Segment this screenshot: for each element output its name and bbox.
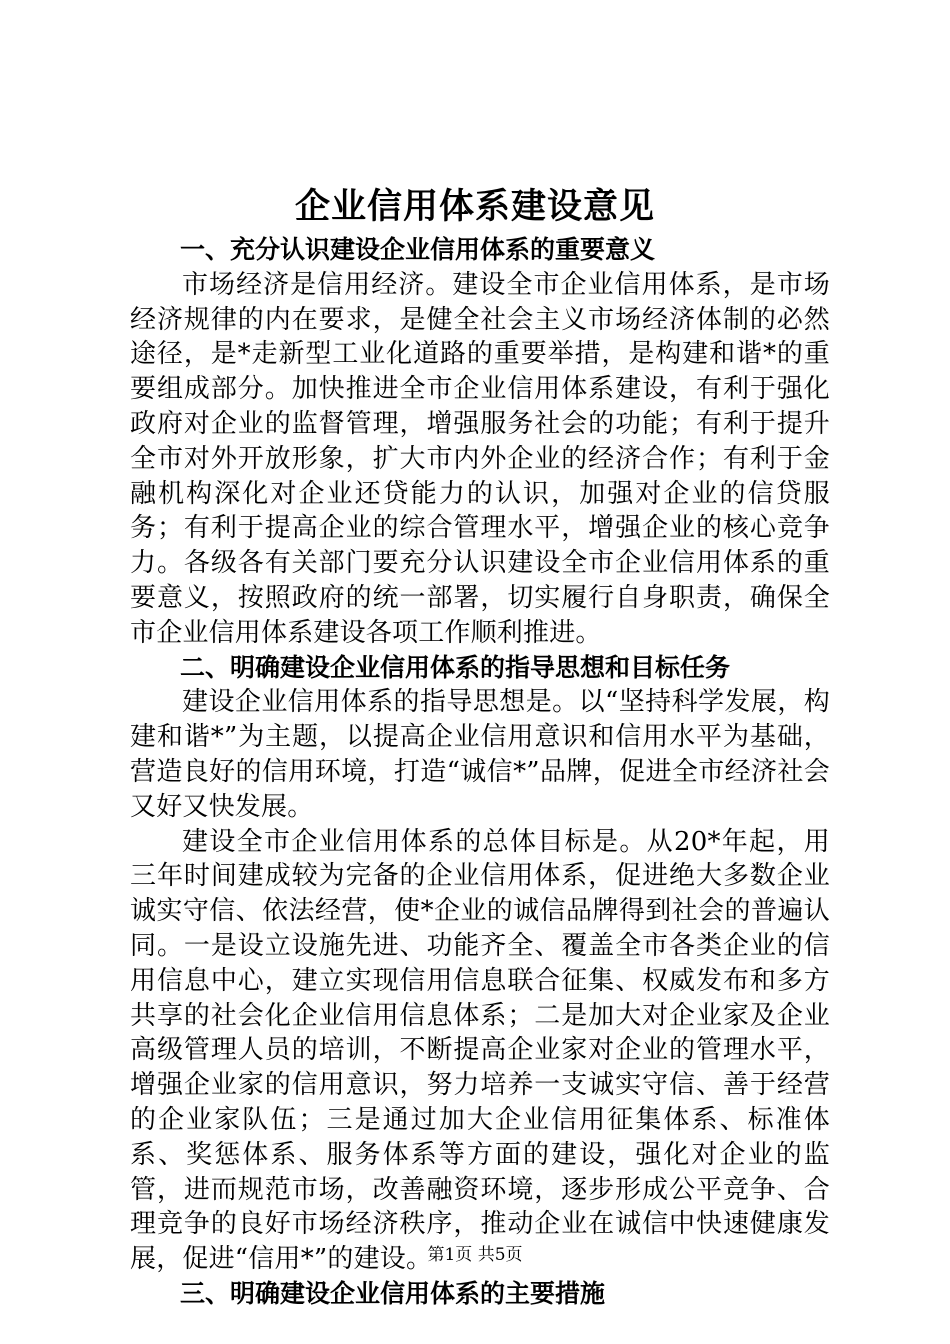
section-2-paragraph-2: 建设全市企业信用体系的总体目标是。从20*年起，用三年时间建成较为完备的企业信用体系，促进绝大多数企业诚实守信、依法经营，使*企业的诚信品牌得到社会的普遍认同。一是设立设施先进、功能齐全、覆盖全市各类企业的信用信息中心，建立实现信用信息联合征集、权威发布和多方共享的社会化企业信用信息体系；二是加大对企业家及企业高级管理人员的培训，不断提高企业家对企业的管理水平，增强企业家的信用意识，努力培养一支诚实守信、善于经营的企业家队伍；三是通过加大企业信用征集体系、标准体系、奖惩体系、服务体系等方面的建设，强化对企业的监管，进而规范市场，改善融资环境，逐步形成公平竞争、合理竞争的良好市场经济秩序，推动企业在诚信中快速健康发展，促进“信用*”的建设。 bbox=[130, 826, 830, 1275]
section-heading-2: 二、明确建设企业信用体系的指导思想和目标任务 bbox=[180, 652, 731, 682]
document-title: 企业信用体系建设意见 bbox=[294, 186, 655, 227]
section-heading-1: 一、充分认识建设企业信用体系的重要意义 bbox=[180, 235, 656, 264]
page-number-footer: 第1页 共5页 bbox=[427, 1245, 523, 1265]
document-body bbox=[130, 233, 830, 1312]
section-2-paragraph-1: 建设企业信用体系的指导思想是。以“坚持科学发展，构建和谐*”为主题，以提高企业信用意识和信用水平为基础，营造良好的信用环境，打造“诚信*”品牌，促进全市经济社会又好又快发展。 bbox=[130, 687, 830, 822]
section-1-paragraph-1: 市场经济是信用经济。建设全市企业信用体系，是市场经济规律的内在要求，是健全社会主义市场经济体制的必然途径，是*走新型工业化道路的重要举措，是构建和谐*的重要组成部分。加快推进全市企业信用体系建设，有利于强化政府对企业的监督管理，增强服务社会的功能；有利于提升全市对外开放形象，扩大市内外企业的经济合作；有利于金融机构深化对企业还贷能力的认识，加强对企业的信贷服务；有利于提高企业的综合管理水平，增强企业的核心竞争力。各级各有关部门要充分认识建设全市企业信用体系的重要意义，按照政府的统一部署，切实履行自身职责，确保全市企业信用体系建设各项工作顺利推进。 bbox=[130, 269, 830, 648]
section-heading-3: 三、明确建设企业信用体系的主要措施 bbox=[180, 1278, 606, 1308]
